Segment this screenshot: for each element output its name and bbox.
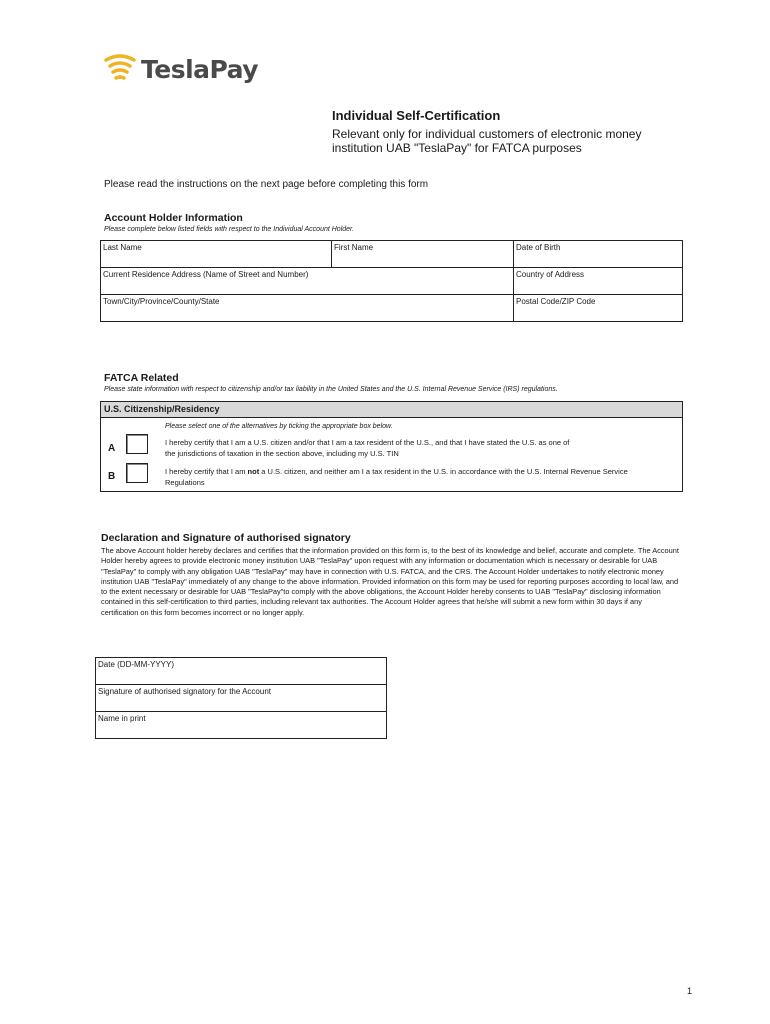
option-a-checkbox[interactable] (126, 434, 148, 454)
option-b-line2: Regulations (165, 478, 205, 487)
postal-code-field[interactable]: Postal Code/ZIP Code (514, 295, 683, 322)
instructions-text: Please read the instructions on the next page before completing this form (104, 179, 429, 190)
teslapay-logo (103, 50, 273, 88)
option-a-line2: the jurisdictions of taxation in the section above, including my U.S. TIN (165, 449, 399, 458)
option-b-letter: B (108, 471, 116, 482)
option-a-line1: I hereby certify that I am a U.S. citizen and/or that I am a tax resident of the U.S., and that I have stated the U.S. as one of (165, 438, 570, 447)
document-subtitle: Relevant only for individual customers of electronic money institution UAB "TeslaPay" for FATCA purposes (332, 127, 642, 155)
date-field[interactable]: Date (DD-MM-YYYY) (96, 658, 387, 685)
residence-address-field[interactable]: Current Residence Address (Name of Street and Number) (101, 268, 514, 295)
document-title: Individual Self-Certification (332, 108, 501, 123)
signature-field[interactable]: Signature of authorised signatory for the Account (96, 685, 387, 712)
name-in-print-field[interactable]: Name in print (96, 712, 387, 739)
account-holder-title: Account Holder Information (104, 212, 243, 224)
last-name-field[interactable]: Last Name (101, 241, 332, 268)
country-field[interactable]: Country of Address (514, 268, 683, 295)
declaration-text: The above Account holder hereby declares and certifies that the information provided on this form is, to the best of its knowledge and belief, accurate and complete. The Account Holder hereby agrees to provide electronic money institution UAB "TeslaPay" upon request with any information or documentation which is necessary or desirable for UAB "TeslaPay" to comply with any obligation UAB "TeslaPay" may have in connection with U.S. FATCA, and the CRS. The Account Holder undertakes to notify electronic money institution UAB "TeslaPay" immediately of any change to the above information. Provided information on this form may be used for reporting purposes according to local law, and to the extent necessary or desirable for UAB "TeslaPay"to comply with the above obligations, the Account Holder hereby consents to UAB "TeslaPay" disclosing information contained in this self-certification to third parties, including relevant tax authorities. The Account Holder agrees that he/she will submit a new form within 30 days if any certification on this form becomes incorrect or no longer apply. (101, 546, 679, 617)
first-name-field[interactable]: First Name (332, 241, 514, 268)
date-of-birth-field[interactable]: Date of Birth (514, 241, 683, 268)
page-number: 1 (687, 986, 693, 996)
select-instruction: Please select one of the alternatives by ticking the appropriate box below. (165, 423, 393, 430)
option-b-text (165, 466, 681, 488)
fatca-note: Please state information with respect to citizenship and/or tax liability in the United States and the U.S. Internal Revenue Service (IRS) regulations. (104, 386, 558, 393)
citizenship-box-title: U.S. Citizenship/Residency (101, 402, 682, 418)
wifi-bars-logo-icon (103, 53, 137, 85)
signature-table (95, 657, 387, 739)
option-b-line1: I hereby certify that I am not a U.S. citizen, and neither am I a tax resident in the U.S. in accordance with the U.S. Internal Revenue Service (165, 467, 628, 476)
account-holder-table (100, 240, 683, 322)
option-a-letter: A (108, 443, 116, 454)
town-field[interactable]: Town/City/Province/County/State (101, 295, 514, 322)
declaration-title: Declaration and Signature of authorised signatory (101, 532, 351, 544)
logo-wordmark: TeslaPay (141, 54, 259, 84)
fatca-title: FATCA Related (104, 372, 179, 384)
option-b-checkbox[interactable] (126, 463, 148, 483)
account-holder-note: Please complete below listed fields with respect to the Individual Account Holder. (104, 226, 355, 233)
option-a-text (165, 437, 680, 459)
